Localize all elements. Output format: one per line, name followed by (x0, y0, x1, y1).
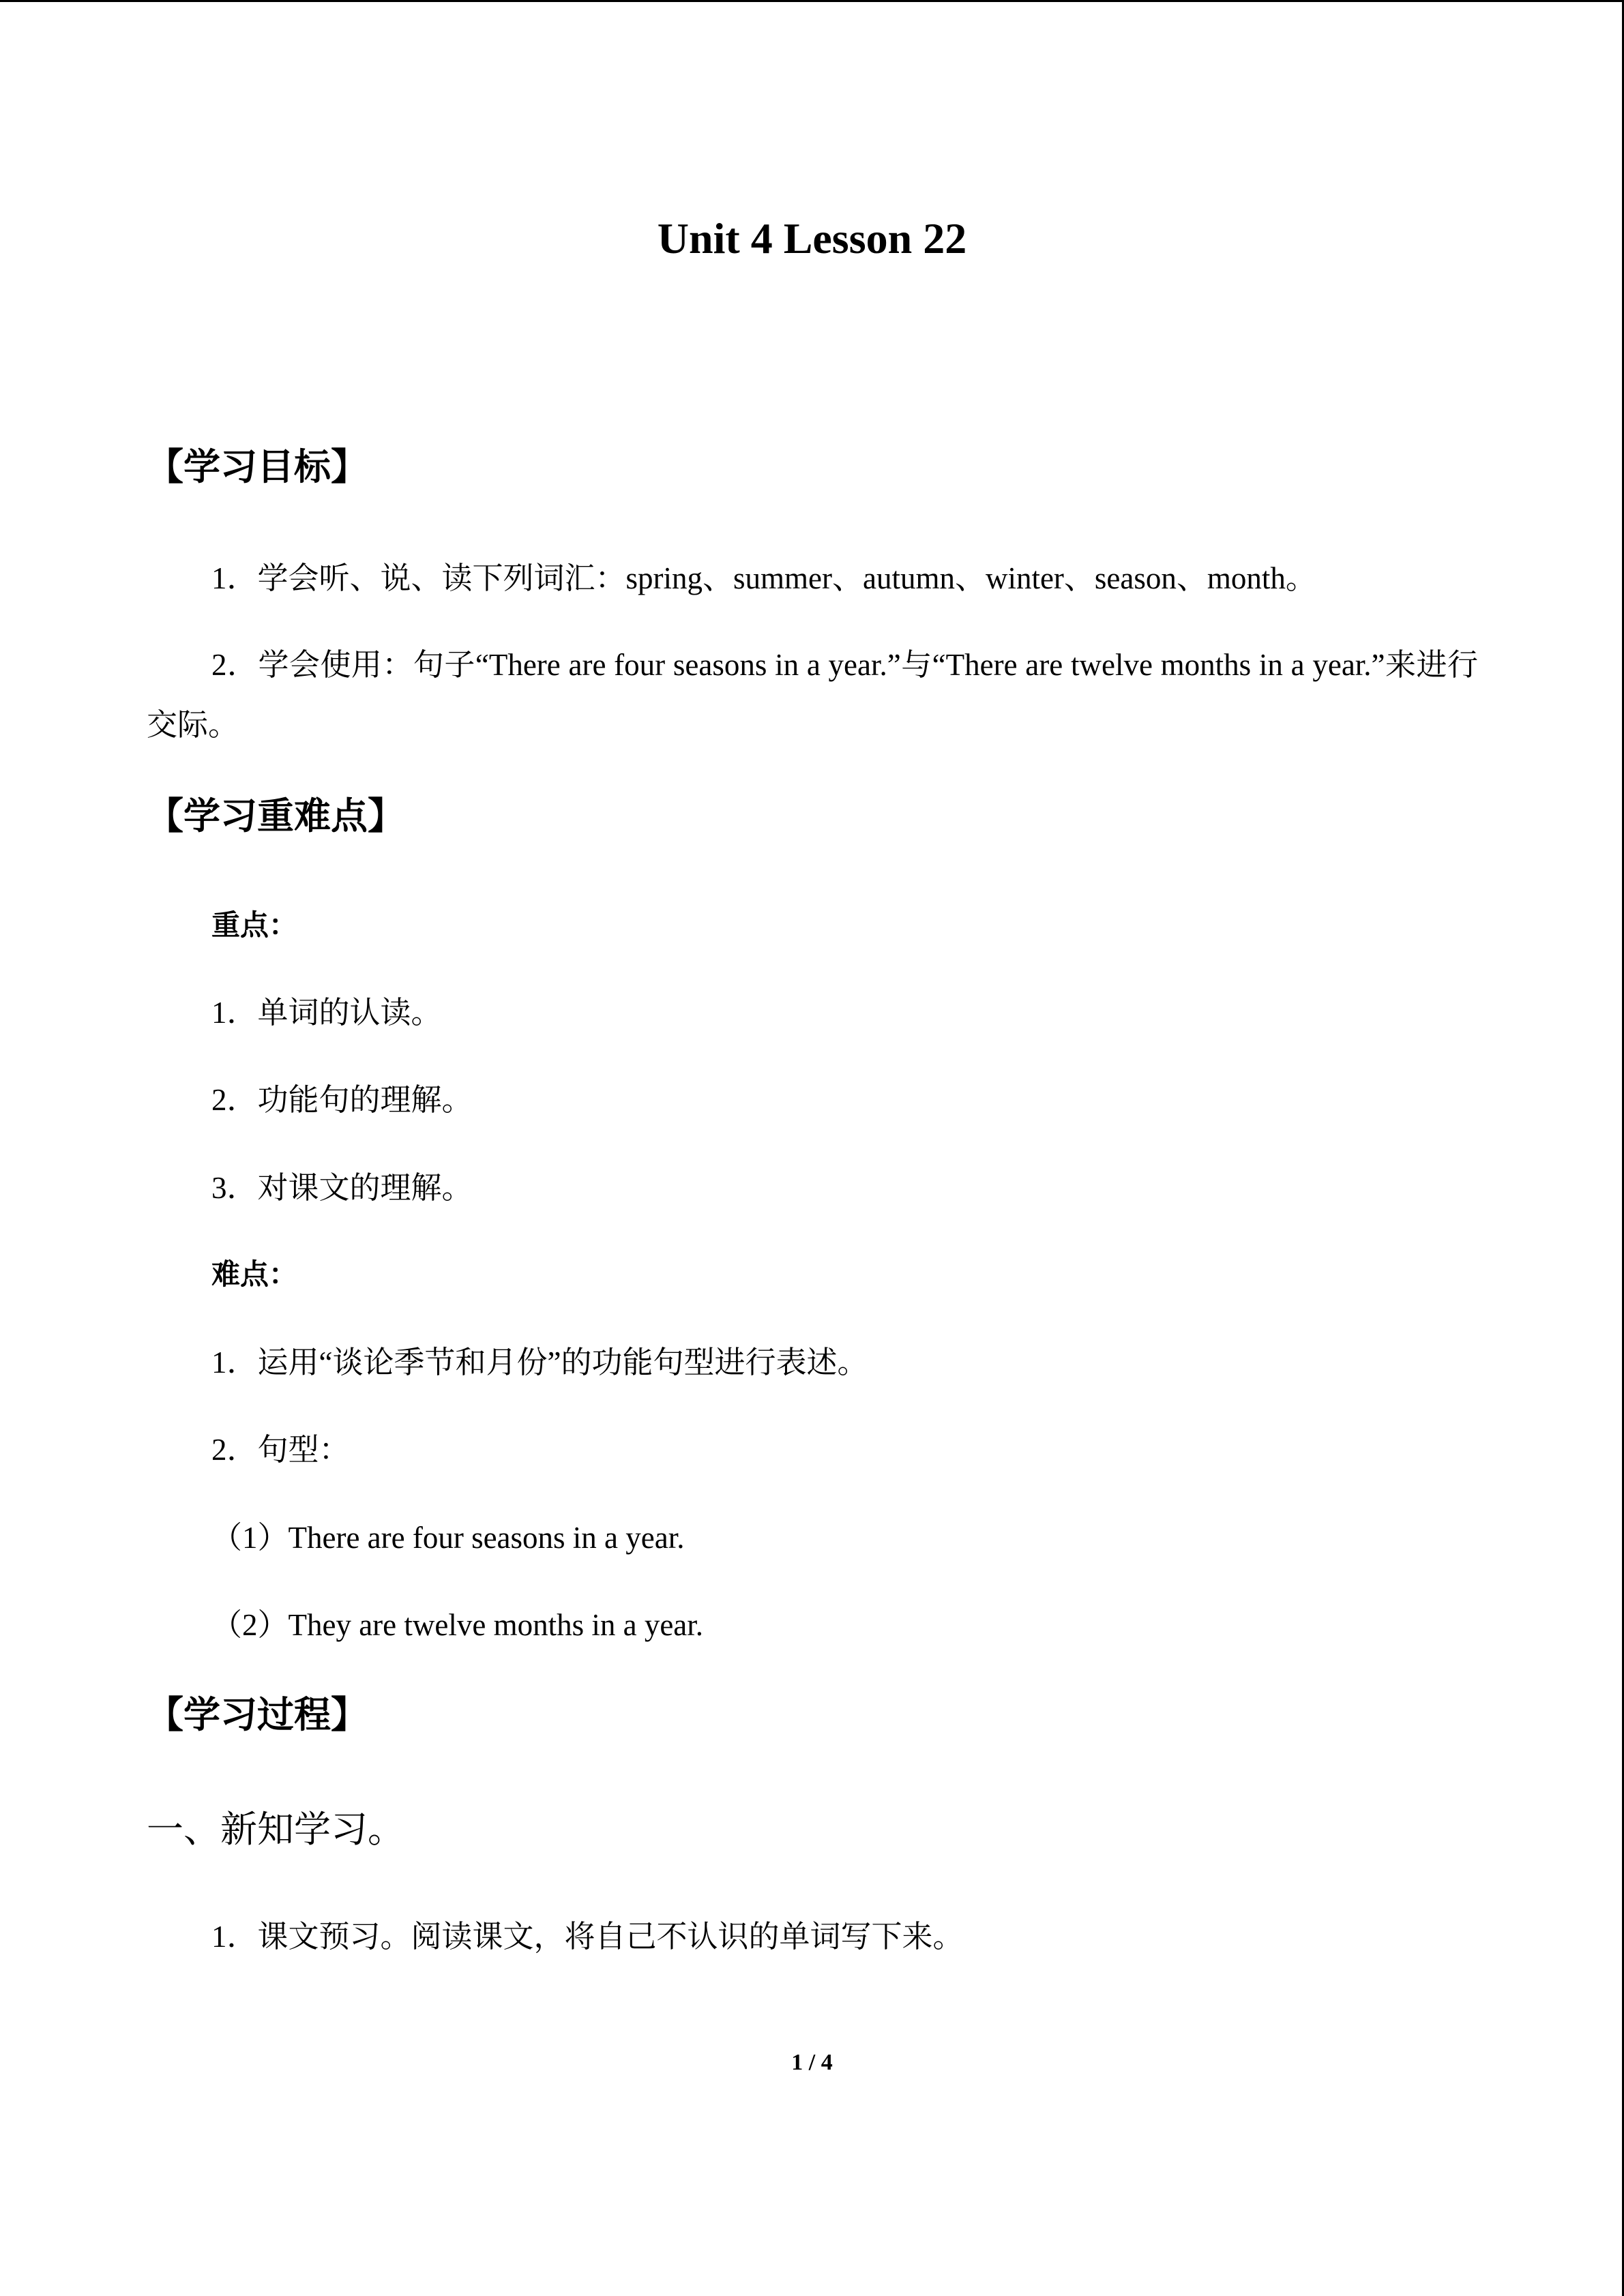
sentence-pattern-2: （2）They are twelve months in a year. (211, 1608, 704, 1642)
part-1-heading: 一、新知学习。 (147, 1809, 404, 1850)
sentence-pattern-1: （1）There are four seasons in a year. (211, 1521, 685, 1555)
difficulty-item-1: 1．运用“谈论季节和月份”的功能句型进行表述。 (211, 1345, 868, 1380)
document-title: Unit 4 Lesson 22 (657, 214, 967, 263)
objective-item-1: 1．学会听、说、读下列词汇：spring、summer、autumn、winter、season、month。 (211, 561, 1316, 595)
focus-label: 重点： (211, 908, 298, 942)
focus-item-3: 3．对课文的理解。 (211, 1171, 473, 1205)
difficulty-label: 难点： (211, 1257, 298, 1291)
heading-process: 【学习过程】 (147, 1693, 368, 1736)
top-border-line (0, 0, 1624, 2)
objective-item-2: 2．学会使用：句子“There are four seasons in a year.”与“There are twelve months in a year.”来进行交际。 (147, 648, 1478, 742)
heading-objectives: 【学习目标】 (147, 445, 368, 488)
heading-key-points: 【学习重难点】 (147, 794, 404, 837)
focus-item-1: 1．单词的认读。 (211, 996, 442, 1030)
process-step-1: 1．课文预习。阅读课文，将自己不认识的单词写下来。 (211, 1920, 964, 1954)
difficulty-item-2: 2．句型： (211, 1433, 350, 1467)
page-number: 1 / 4 (791, 2050, 833, 2075)
focus-item-2: 2．功能句的理解。 (211, 1083, 473, 1117)
